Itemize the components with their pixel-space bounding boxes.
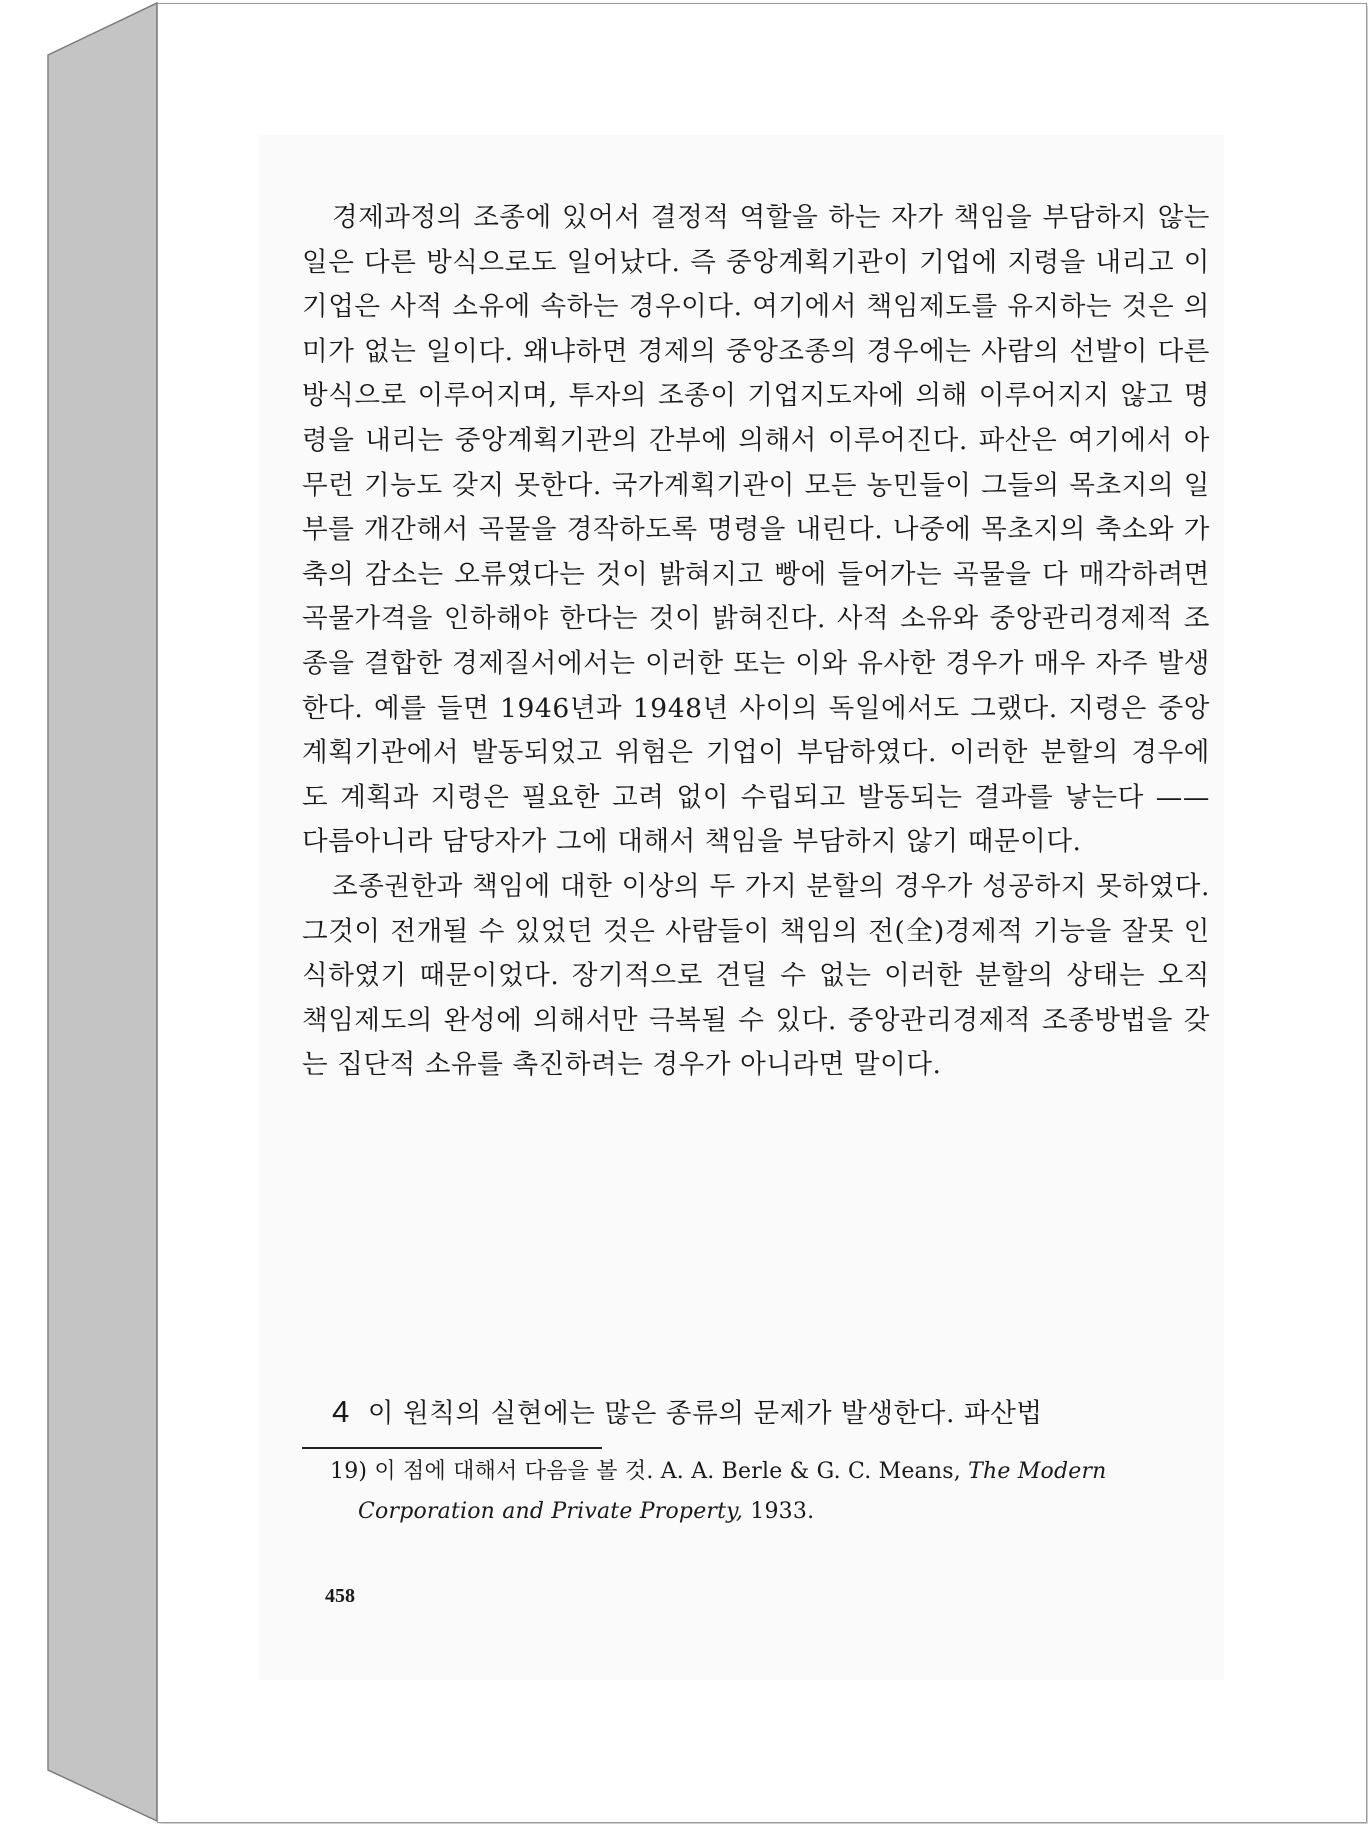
paragraph-2: 조종권한과 책임에 대한 이상의 두 가지 분할의 경우가 성공하지 못하였다. 그것이 전개될 수 있었던 것은 사람들이 책임의 전(全)경제적 기능을 잘못 인식하였기 때문이었다. 장기적으로 견딜 수 없는 이러한 분할의 상태는 오직 책임제도의 완성에 의해서만 극복될 수 있다. 중앙관리경제적 조종방법을 갖는 집단적 소유를 촉진하려는 경우가 아니라면 말이다.	[302, 870, 1210, 1081]
footnote-prefix: 이 점에 대해서 다음을 볼 것. A. A. Berle & G. C. Means,	[374, 1459, 969, 1484]
paragraph-1: 경제과정의 조종에 있어서 결정적 역할을 하는 자가 책임을 부담하지 않는 일은 다른 방식으로도 일어났다. 즉 중앙계획기관이 기업에 지령을 내리고 이 기업은 사적 소유에 속하는 경우이다. 여기에서 책임제도를 유지하는 것은 의미가 없는 일이다. 왜냐하면 경제의 중앙조종의 경우에는 사람의 선발이 다른 방식으로 이루어지며, 투자의 조종이 기업지도자에 의해 이루어지지 않고 명령을 내리는 중앙계획기관의 간부에 의해서 이루어진다. 파산은 여기에서 아무런 기능도 갖지 못한다. 국가계획기관이 모든 농민들이 그들의 목초지의 일부를 개간해서 곡물을 경작하도록 명령을 내린다. 나중에 목초지의 축소와 가축의 감소는 오류였다는 것이 밝혀지고 빵에 들어가는 곡물을 다 매각하려면 곡물가격을 인하해야 한다는 것이 밝혀진다. 사적 소유와 중앙관리경제적 조종을 결합한 경제질서에서는 이러한 또는 이와 유사한 경우가 매우 자주 발생한다. 예를 들면 1946년과 1948년 사이의 독일에서도 그랬다. 지령은 중앙계획기관에서 발동되었고 위험은 기업이 부담하였다. 이러한 분할의 경우에도 계획과 지령은 필요한 고려 없이 수립되고 발동되는 결과를 낳는다 —— 다름아니라 담당자가 그에 대해서 책임을 부담하지 않기 때문이다.	[302, 202, 1210, 858]
body-text	[302, 196, 1210, 1088]
footnote-title-part1: The Modern	[968, 1459, 1107, 1484]
footnote	[330, 1452, 1220, 1532]
section-text: 이 원칙의 실현에는 많은 종류의 문제가 발생한다. 파산법	[367, 1398, 1043, 1429]
footnote-divider	[302, 1447, 602, 1449]
footnote-line-2	[330, 1492, 1220, 1532]
section-number: 4	[332, 1394, 350, 1429]
section-start-line	[332, 1390, 1210, 1437]
footnote-suffix: 1933.	[743, 1499, 815, 1524]
page-number: 458	[325, 1585, 355, 1607]
footnote-title-part2: Corporation and Private Property,	[358, 1499, 744, 1524]
footnote-marker: 19)	[330, 1459, 368, 1484]
